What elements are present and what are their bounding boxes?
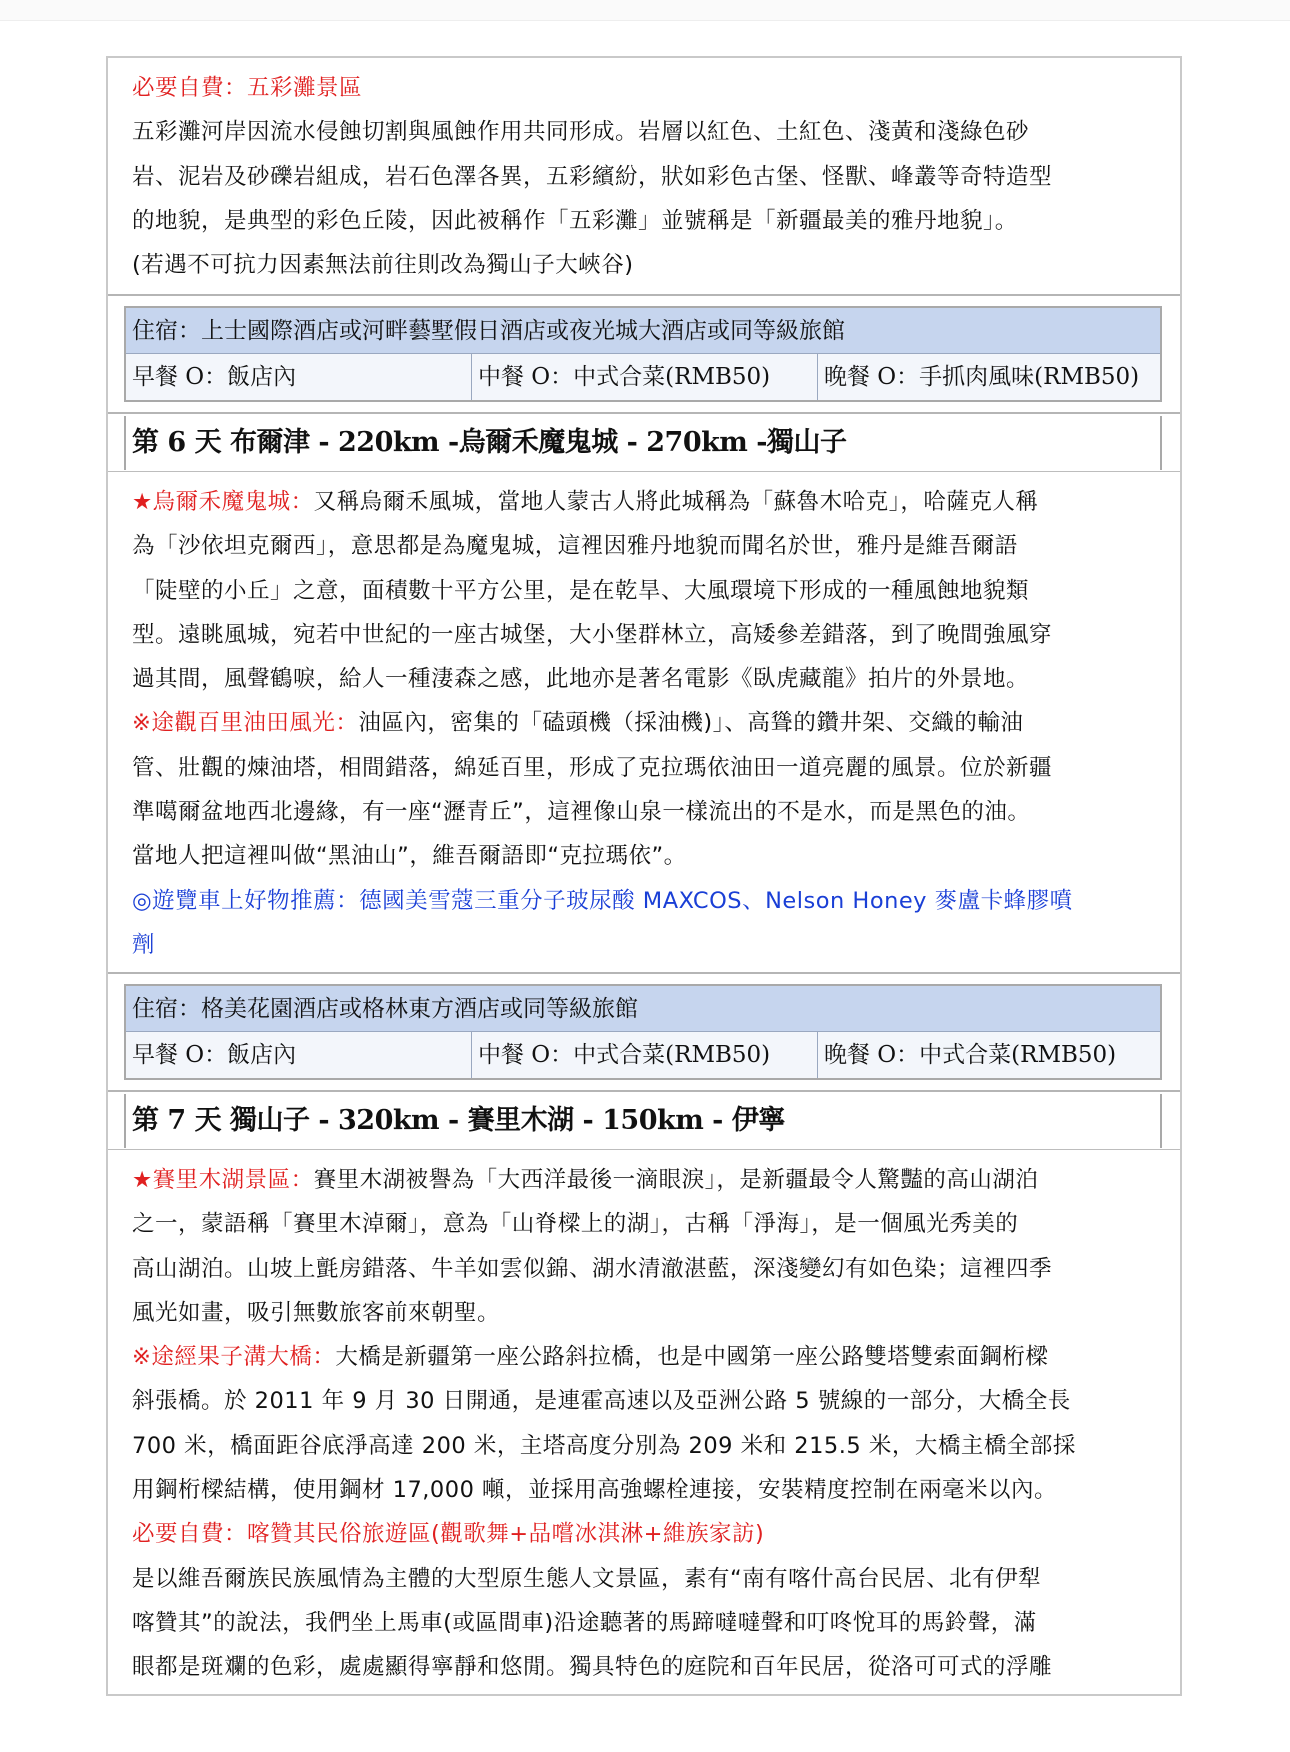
oilfield-heading: ※途觀百里油田風光：	[132, 710, 359, 737]
mogui-para-1	[132, 480, 1162, 524]
oilfield-line-3: 準噶爾盆地西北邊緣，有一座“瀝青丘”，這裡像山泉一樣流出的不是水，而是黑色的油。	[132, 799, 1031, 826]
lodging-1-meals	[126, 354, 1160, 400]
oilfield-line-2: 管、壯觀的煉油塔，相間錯落，綿延百里，形成了克拉瑪依油田一道亮麗的風景。位於新疆	[132, 754, 1053, 781]
wucaitan-line-3: 的地貌，是典型的彩色丘陵，因此被稱作「五彩灘」並號稱是「新疆最美的雅丹地貌」。	[132, 207, 1018, 234]
bridge-para	[132, 1335, 1162, 1379]
mogui-line-2: 為「沙依坦克爾西」，意思都是為魔鬼城，這裡因雅丹地貌而聞名於世，雅丹是維吾爾語	[132, 533, 1018, 560]
bridge-line-4: 用鋼桁樑結構，使用鋼材 17,000 噸，並採用高強螺栓連接，安裝精度控制在兩毫米以內。	[132, 1477, 1058, 1504]
sayram-line-3: 高山湖泊。山坡上氈房錯落、牛羊如雲似錦、湖水清澈湛藍，深淺變幻有如色染；這裡四季	[132, 1255, 1053, 1282]
wucaitan-heading: 必要自費：五彩灘景區	[132, 75, 363, 101]
lodging-1-stay: 住宿：上士國際酒店或河畔藝墅假日酒店或夜光城大酒店或同等級旅館	[126, 308, 1160, 354]
lodging-1-breakfast: 早餐 O：飯店內	[126, 354, 472, 400]
lodging-table-1	[124, 306, 1162, 402]
lodging-2-lunch: 中餐 O：中式合菜(RMB50)	[472, 1032, 818, 1078]
recommend-line-1: ◎遊覽車上好物推薦：德國美雪蔻三重分子玻尿酸 MAXCOS、Nelson Honey 麥盧卡蜂膠噴	[132, 887, 1073, 914]
sayram-heading: ★賽里木湖景區：	[132, 1167, 314, 1193]
oilfield-line-4: 當地人把這裡叫做“黑油山”，維吾爾語即“克拉瑪依”。	[132, 843, 687, 870]
lodging-2-dinner: 晚餐 O：中式合菜(RMB50)	[824, 1042, 1117, 1068]
bridge-heading: ※途經果子溝大橋：	[132, 1344, 336, 1371]
day-6-title: 第 6 天 布爾津 - 220km -烏爾禾魔鬼城 - 270km -獨山子	[124, 416, 1162, 470]
section-wucaitan	[132, 66, 1162, 287]
day-7-header	[108, 1092, 1180, 1150]
lodging-1-lunch: 中餐 O：中式合菜(RMB50)	[472, 354, 818, 400]
sayram-line-4: 風光如畫，吸引無數旅客前來朝聖。	[132, 1299, 501, 1326]
mogui-line-5: 過其間，風聲鶴唳，給人一種淒森之感，此地亦是著名電影《臥虎藏龍》拍片的外景地。	[132, 666, 1030, 693]
lodging-2-meals	[126, 1032, 1160, 1078]
lodging-2-stay: 住宿：格美花園酒店或格林東方酒店或同等級旅館	[126, 986, 1160, 1032]
day-7-content	[132, 1158, 1162, 1690]
wucaitan-line-4: (若遇不可抗力因素無法前往則改為獨山子大峽谷)	[132, 252, 634, 279]
recommend-line-2: 劑	[132, 931, 156, 958]
kazanqi-line-2: 喀贊其”的說法，我們坐上馬車(或區間車)沿途聽著的馬蹄噠噠聲和叮咚悅耳的馬鈴聲，滿	[132, 1609, 1037, 1636]
bridge-line-2: 斜張橋。於 2011 年 9 月 30 日開通，是連霍高速以及亞洲公路 5 號線的一部分，大橋全長	[132, 1388, 1071, 1415]
mogui-line-3: 「陡壁的小丘」之意，面積數十平方公里，是在乾旱、大風環境下形成的一種風蝕地貌類	[132, 577, 1030, 604]
oilfield-para	[132, 701, 1162, 745]
lodging-1-dinner: 晚餐 O：手抓肉風味(RMB50)	[824, 364, 1140, 390]
wucaitan-line-1: 五彩灘河岸因流水侵蝕切割與風蝕作用共同形成。岩層以紅色、土紅色、淺黃和淺綠色砂	[132, 119, 1030, 146]
mogui-line-1: 又稱烏爾禾風城，當地人蒙古人將此城稱為「蘇魯木哈克」，哈薩克人稱	[313, 489, 1039, 515]
kazanqi-heading: 必要自費：喀贊其民俗旅遊區(觀歌舞+品嚐冰淇淋+維族家訪)	[132, 1521, 765, 1548]
mogui-heading: ★烏爾禾魔鬼城：	[132, 489, 314, 515]
day-6-content	[132, 480, 1162, 967]
kazanqi-line-3: 眼都是斑斕的色彩，處處顯得寧靜和悠閒。獨具特色的庭院和百年民居，從洛可可式的浮雕	[132, 1654, 1053, 1681]
itinerary-page	[106, 56, 1182, 1696]
sayram-line-1: 賽里木湖被譽為「大西洋最後一滴眼淚」，是新疆最令人驚豔的高山湖泊	[313, 1167, 1039, 1193]
top-bar	[0, 0, 1290, 21]
bridge-line-1: 大橋是新疆第一座公路斜拉橋，也是中國第一座公路雙塔雙索面鋼桁樑	[335, 1344, 1049, 1371]
bridge-line-3: 700 米，橋面距谷底淨高達 200 米，主塔高度分別為 209 米和 215.5 米，大橋主橋全部採	[132, 1432, 1076, 1459]
lodging-table-2	[124, 984, 1162, 1080]
sayram-para	[132, 1158, 1162, 1202]
lodging-2-breakfast: 早餐 O：飯店內	[126, 1032, 472, 1078]
day-7-title: 第 7 天 獨山子 - 320km - 賽里木湖 - 150km - 伊寧	[124, 1094, 1162, 1148]
sayram-line-2: 之一，蒙語稱「賽里木淖爾」，意為「山脊樑上的湖」，古稱「淨海」，是一個風光秀美的	[132, 1211, 1019, 1238]
mogui-line-4: 型。遠眺風城，宛若中世紀的一座古城堡，大小堡群林立，高矮參差錯落，到了晚間強風穿	[132, 621, 1053, 648]
lodging-block-2	[108, 972, 1180, 1092]
day-6-header	[108, 414, 1180, 472]
wucaitan-line-2: 岩、泥岩及砂礫岩組成，岩石色澤各異，五彩繽紛，狀如彩色古堡、怪獸、峰叢等奇特造型	[132, 163, 1053, 190]
oilfield-line-1: 油區內，密集的「磕頭機（採油機)」、高聳的鑽井架、交織的輸油	[358, 710, 1024, 737]
lodging-block-1	[108, 294, 1180, 414]
kazanqi-line-1: 是以維吾爾族民族風情為主體的大型原生態人文景區，素有“南有喀什高台民居、北有伊犁	[132, 1565, 1042, 1592]
